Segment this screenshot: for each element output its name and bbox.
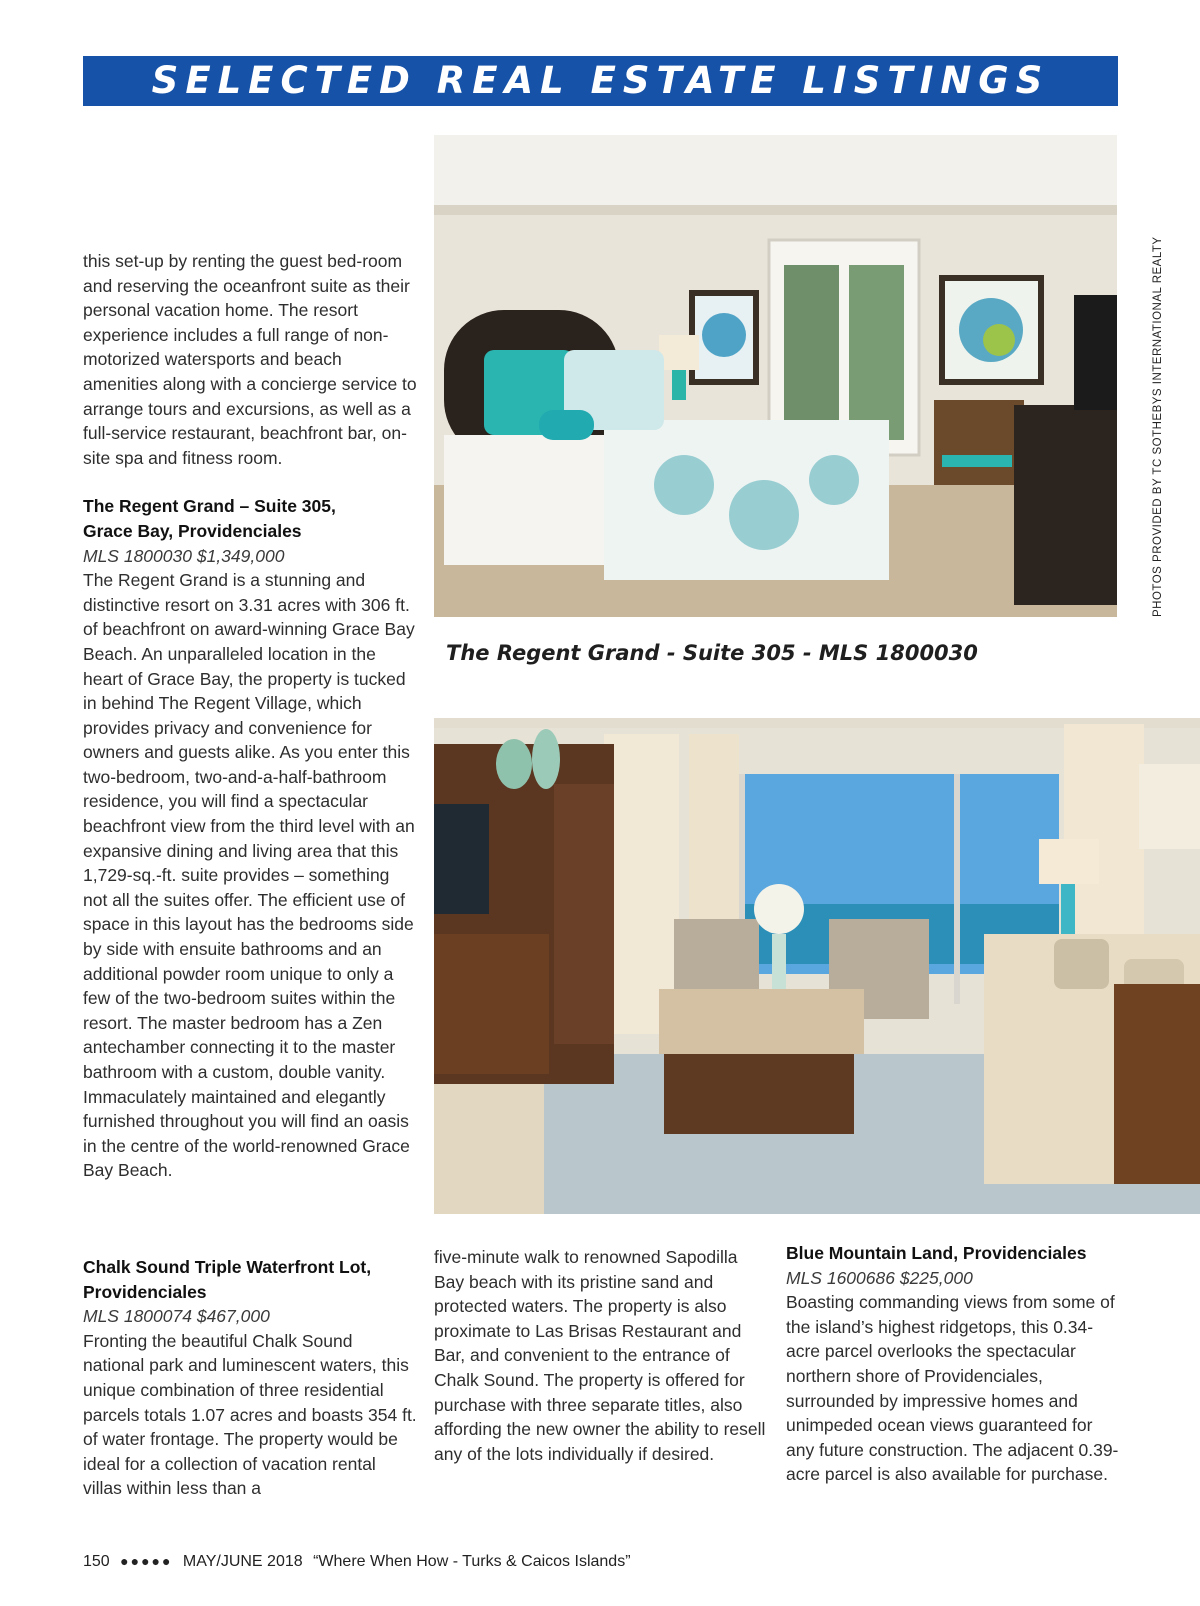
listing-description: Boasting commanding views from some of the island’s highest ridgetops, this 0.34-acre parcel overlooks the spectacular northern shore of Providenciales, surrounded by impressive homes and unimpeded ocean views guaranteed for any future construction. The adjacent 0.39-acre parcel is also available for purchase. bbox=[786, 1292, 1119, 1485]
page-number: 150 bbox=[83, 1553, 110, 1570]
listing-mls-price: MLS 1800074 $467,000 bbox=[83, 1306, 270, 1327]
listing-mls-price: MLS 1600686 $225,000 bbox=[786, 1267, 973, 1288]
issue-date: MAY/JUNE 2018 bbox=[182, 1553, 303, 1570]
separator-dots: ●●●●● bbox=[120, 1553, 173, 1569]
listing-description-continued: five-minute walk to renowned Sapodilla Bay beach with its pristine sand and protected waters. The property is also proximate to Las Brisas Restaurant and Bar, and convenient to the entrance of Chalk Sound. The property is offered for purchase with three separate titles, also affording the new owner the ability to resell any of the lots individually if desired. bbox=[434, 1247, 766, 1464]
intro-paragraph: this set-up by renting the guest bed-room and reserving the oceanfront suite as their personal vacation home. The resort experience includes a full range of non-motorized watersports and beach amenities along with a concierge service to arrange tours and excursions, as well as a full-service restaurant, beachfront bar, on-site spa and fitness room. bbox=[83, 251, 417, 468]
listing-mls-price: MLS 1800030 $1,349,000 bbox=[83, 545, 285, 566]
listing-title: Chalk Sound Triple Waterfront Lot, bbox=[83, 1257, 372, 1277]
bottom-right-column bbox=[786, 1241, 1121, 1487]
listing-title: The Regent Grand – Suite 305, bbox=[83, 496, 336, 517]
page-footer bbox=[83, 1553, 637, 1571]
listing-description: Fronting the beautiful Chalk Sound national park and luminescent waters, this unique combination of three residential parcels totals 1.07 acres and boasts 354 ft. of water frontage. The property would be ideal for a collection of vacation rental villas within less than a bbox=[83, 1330, 417, 1499]
listing-location: Grace Bay, Providenciales bbox=[83, 520, 302, 541]
bedroom-photo bbox=[434, 135, 1117, 617]
bottom-middle-column bbox=[434, 1245, 769, 1466]
living-room-photo bbox=[434, 634, 1200, 1214]
listing-location: Providenciales bbox=[83, 1281, 207, 1302]
listing-description: The Regent Grand is a stunning and distinctive resort on 3.31 acres with 306 ft. of beachfront on award-winning Grace Bay Beach. An unparalleled location in the heart of Grace Bay, the property is tucked in behind The Regent Village, which provides privacy and convenience for owners and guests alike. As you enter this two-bedroom, two-and-a-half-bathroom residence, you will find a spectacular beachfront view from the third level with an expansive dining and living area that this 1,729-sq.-ft. suite provides – something not all the suites offer. The efficient use of space in this layout has the bedrooms side by side with ensuite bathrooms and an additional powder room unique to only a few of the two-bedroom suites within the resort. The master bedroom has a Zen antechamber connecting it to the master bathroom with a custom, double vanity. Immaculately maintained and elegantly furnished throughout you will find an oasis in the centre of the world-renowned Grace Bay Beach. bbox=[83, 570, 415, 1181]
listing-title: Blue Mountain Land, Providenciales bbox=[786, 1243, 1087, 1263]
section-banner: SELECTED REAL ESTATE LISTINGS bbox=[83, 56, 1118, 106]
publication-name: “Where When How - Turks & Caicos Islands” bbox=[313, 1553, 631, 1570]
photo-credit: PHOTOS PROVIDED BY TC SOTHEBYS INTERNATIONAL REALTY bbox=[1152, 236, 1164, 617]
left-column bbox=[83, 249, 418, 1183]
photo-caption: The Regent Grand - Suite 305 - MLS 1800030 bbox=[446, 641, 978, 665]
bottom-left-column bbox=[83, 1255, 418, 1501]
